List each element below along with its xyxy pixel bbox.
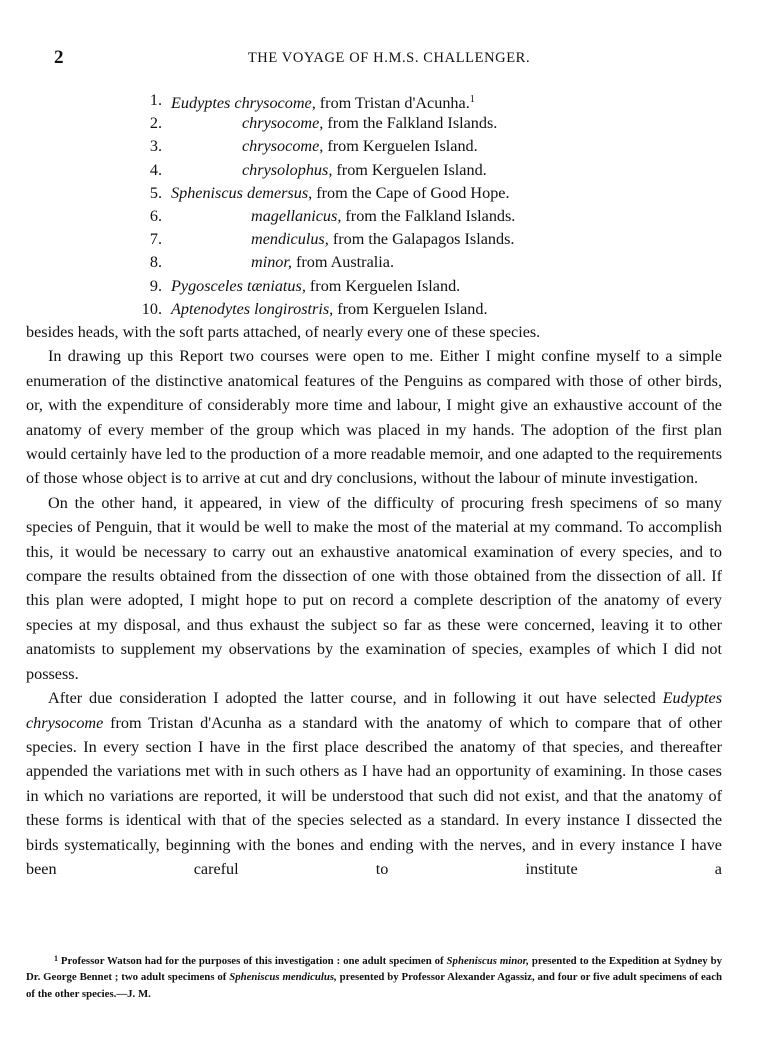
list-item-number: 9. bbox=[149, 276, 162, 295]
species-name: chrysolophus, bbox=[242, 160, 333, 179]
list-item bbox=[0, 182, 776, 205]
species-name: Spheniscus minor, bbox=[446, 955, 529, 967]
list-item bbox=[0, 275, 776, 298]
list-item-text bbox=[171, 298, 488, 320]
species-locality: from Kerguelen Island. bbox=[305, 276, 461, 295]
list-item-text bbox=[171, 182, 510, 204]
species-name: Pygosceles tæniatus, bbox=[171, 276, 306, 295]
list-item bbox=[0, 112, 776, 135]
list-item-text bbox=[251, 205, 515, 227]
list-item bbox=[0, 159, 776, 182]
footnote-text-part: Professor Watson had for the purposes of this investigation : one adult specimen of bbox=[60, 955, 447, 967]
page-header bbox=[54, 47, 724, 71]
list-item-text bbox=[242, 135, 478, 157]
species-name: chrysocome, bbox=[242, 137, 324, 156]
species-list bbox=[0, 89, 776, 321]
list-item-number: 3. bbox=[149, 137, 162, 156]
list-item-text bbox=[242, 159, 487, 181]
species-locality: from the Falkland Islands. bbox=[341, 206, 516, 225]
list-item bbox=[0, 89, 776, 112]
species-locality: from Kerguelen Island. bbox=[332, 160, 487, 179]
species-name: chrysocome, bbox=[242, 114, 324, 133]
list-item-text bbox=[242, 112, 497, 134]
list-item-number: 10. bbox=[141, 299, 162, 318]
species-name: Eudyptes chrysocome bbox=[26, 689, 722, 732]
footnote-text-part: presented by Professor Alexander Agassiz, and four or five adult specimens of each of the other species.—J. M. bbox=[26, 971, 722, 1000]
species-locality: from the Falkland Islands. bbox=[323, 114, 498, 133]
list-item-number: 6. bbox=[149, 206, 162, 225]
list-item-text bbox=[171, 275, 460, 297]
footnote-reference: 1 bbox=[469, 94, 475, 105]
species-name: Spheniscus mendiculus, bbox=[229, 971, 337, 984]
list-item-text bbox=[251, 228, 514, 250]
species-locality: from Tristan d'Acunha. bbox=[315, 94, 470, 112]
list-item-number: 5. bbox=[149, 183, 162, 202]
list-item-number: 2. bbox=[149, 114, 162, 133]
footnote-text-part: presented to the Expedition at Sydney by Dr. George Bennet ; two adult specimens of bbox=[26, 955, 723, 984]
running-title: THE VOYAGE OF H.M.S. CHALLENGER. bbox=[247, 50, 531, 66]
page-number: 2 bbox=[54, 47, 64, 68]
paragraph: besides heads, with the soft parts attached, of nearly every one of these species. bbox=[26, 323, 541, 341]
species-name: minor, bbox=[251, 253, 292, 272]
list-item-number: 4. bbox=[149, 160, 162, 179]
species-locality: from the Cape of Good Hope. bbox=[312, 183, 510, 202]
list-item bbox=[0, 228, 776, 251]
list-item-text bbox=[251, 251, 394, 273]
paragraph bbox=[26, 686, 722, 881]
footnote-marker: 1 bbox=[54, 954, 58, 963]
list-item-text bbox=[171, 89, 475, 114]
species-locality: from Kerguelen Island. bbox=[333, 299, 488, 318]
list-item bbox=[0, 205, 776, 228]
list-item bbox=[0, 298, 776, 321]
footnote-text bbox=[26, 951, 722, 1002]
species-name: Eudyptes chrysocome, bbox=[171, 94, 316, 112]
list-item-number: 7. bbox=[149, 230, 162, 249]
species-name: Aptenodytes longirostris, bbox=[171, 299, 334, 318]
paragraph: On the other hand, it appeared, in view of the difficulty of procuring fresh specimens of so many species of Penguin, that it would be well to make the most of the material at my command. To accomplish this, it would be necessary to carry out an exhaustive anatomical examination of every species, and to compare the results obtained from the dissection of one with those obtained from the dissection of all. If this plan were adopted, I might hope to put on record a complete description of the anatomy of every species at my disposal, and thus exhaust the subject so far as these were concerned, leaving it to other anatomists to supplement my observations by the examination of species, examples of which I did not possess. bbox=[26, 493, 722, 683]
list-item-number: 1. bbox=[149, 91, 162, 109]
list-item bbox=[0, 135, 776, 158]
paragraph-text: from Tristan d'Acunha as a standard with the anatomy of which to compare that of other species. In every section I have in the first place described the anatomy of that species, and thereafter appended the variations met with in such others as I have had an opportunity of examining. In those cases in which no variations are reported, it will be understood that such did not exist, and that the anatomy of these forms is identical with that of the species selected as a standard. In every instance I dissected the birds systematically, beginning with the bones and ending with the nerves, and in every instance I have been careful to institute a bbox=[26, 713, 722, 878]
list-item-number: 8. bbox=[149, 253, 162, 272]
species-locality: from Kerguelen Island. bbox=[323, 137, 478, 156]
body-text bbox=[26, 320, 722, 881]
list-item bbox=[0, 251, 776, 274]
paragraph: In drawing up this Report two courses were open to me. Either I might confine myself to a simple enumeration of the distinctive anatomical features of the Penguins as compared with those of other birds, or, with the expenditure of considerably more time and labour, I might give an exhaustive account of the anatomy of every member of the group which was placed in my hands. The adoption of the first plan would certainly have led to the production of a more readable memoir, and one adapted to the requirements of those whose object is to arrive at cut and dry conclusions, without the labour of minute investigation. bbox=[26, 347, 722, 488]
footnote bbox=[26, 951, 722, 1002]
species-locality: from Australia. bbox=[291, 253, 394, 272]
paragraph-text: After due consideration I adopted the latter course, and in following it out have selected bbox=[48, 689, 663, 708]
species-name: Spheniscus demersus, bbox=[171, 183, 313, 202]
species-locality: from the Galapagos Islands. bbox=[328, 230, 515, 249]
species-name: mendiculus, bbox=[251, 230, 329, 249]
species-name: magellanicus, bbox=[251, 206, 342, 225]
